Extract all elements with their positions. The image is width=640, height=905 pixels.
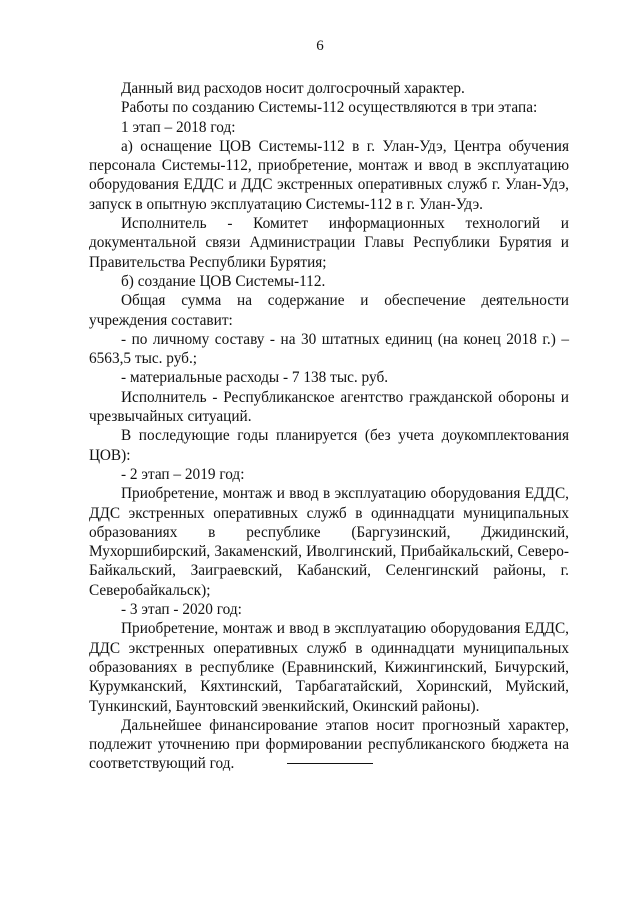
paragraph-subsequent-years: В последующие годы планируется (без учета доукомплектования ЦОВ): <box>89 427 569 464</box>
paragraph-stage-2-details: Приобретение, монтаж и ввод в эксплуатацию оборудования ЕДДС, ДДС экстренных оперативных служб в одиннадцати муниципальных образованиях в республике (Баргузинский, Джидинский, Мухоршибирский, Закаменский, Иволгинский, Прибайкальский, Северо-Байкальский, Заиграевский, Кабанский, Селенгинский районы, г. Северобайкальск); <box>89 485 569 599</box>
footer-divider <box>287 763 373 764</box>
paragraph-stage-1-item-b: б) создание ЦОВ Системы-112. <box>121 272 326 290</box>
page-number: 6 <box>316 38 324 54</box>
paragraph-further-financing: Дальнейшее финансирование этапов носит прогнозный характер, подлежит уточнению при формировании республиканского бюджета на соответствующий год. <box>89 716 569 773</box>
paragraph-stage-3-heading: - 3 этап - 2020 год: <box>121 601 242 619</box>
paragraph-expense-type: Данный вид расходов носит долгосрочный характер. <box>121 80 465 97</box>
paragraph-stage-3-details: Приобретение, монтаж и ввод в эксплуатацию оборудования ЕДДС, ДДС экстренных оперативных служб в одиннадцати муниципальных образованиях в республике (Еравнинский, Кижингинский, Бичурский, Курумканский, Кяхтинский, Тарбагатайский, Хоринский, Муйский, Тункинский, Баунтовский эвенкийский, Окинский районы). <box>89 620 569 715</box>
paragraph-stage-2-heading: - 2 этап – 2019 год: <box>121 465 245 483</box>
paragraph-stage-1-item-a: а) оснащение ЦОВ Системы-112 в г. Улан-Удэ, Центра обучения персонала Системы-112, приобретение, монтаж и ввод в эксплуатацию оборудования ЕДДС и ДДС экстренных оперативных служб г. Улан-Удэ, запуск в опытную эксплуатацию Системы-112 в г. Улан-Удэ. <box>89 137 569 213</box>
paragraph-personnel-costs: - по личному составу - на 30 штатных единиц (на конец 2018 г.) – 6563,5 тыс. руб.; <box>89 330 569 368</box>
paragraph-executor-agency: Исполнитель - Республиканское агентство гражданской обороны и чрезвычайных ситуаций. <box>89 388 569 426</box>
paragraph-material-costs: - материальные расходы - 7 138 тыс. руб. <box>121 369 389 387</box>
document-body <box>89 79 569 774</box>
paragraph-executor-committee: Исполнитель - Комитет информационных технологий и документальной связи Администрации Главы Республики Бурятия и Правительства Республики Бурятия; <box>89 215 569 271</box>
paragraph-total-amount: Общая сумма на содержание и обеспечение деятельности учреждения составит: <box>89 292 569 329</box>
paragraph-three-stages: Работы по созданию Системы-112 осуществляются в три этапа: <box>121 99 538 117</box>
paragraph-stage-1-heading: 1 этап – 2018 год: <box>121 118 236 136</box>
